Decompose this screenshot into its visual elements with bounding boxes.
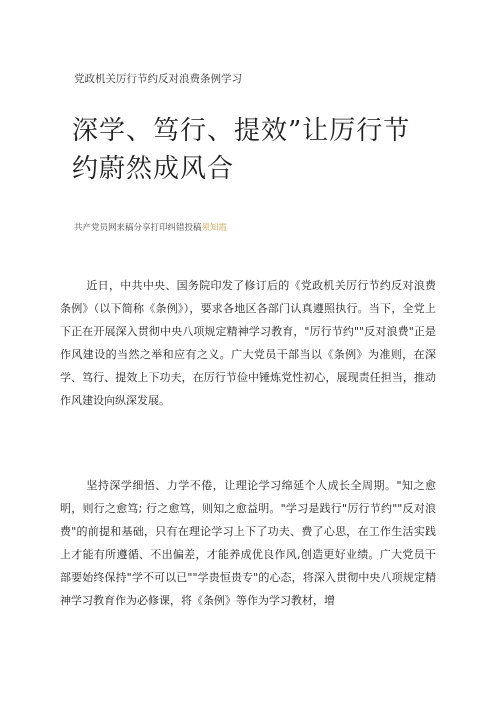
body-paragraph-1: 近日，中共中央、国务院印发了修订后的《党政机关厉行节约反对浪费条例》（以下简称《条例》），要求各地区各部门认真遵照执行。当下，全党上下正在开展深入贯彻中央八项规定精神学习教育，"厉行节约""反对浪费"正是作风建设的当然之举和应有之义。广大党员干部当以《条例》为准则，在深学、笃行、提效上下功夫，在厉行节俭中锤炼党性初心，展现责任担当，推动作风建设向纵深发展。 bbox=[60, 279, 436, 407]
meta-author: 须知霞 bbox=[201, 223, 228, 233]
article-title: 深学、笃行、提效”让厉行节约蔚然成风合 bbox=[72, 116, 411, 184]
section-kicker: 党政机关厉行节约反对浪费条例学习 bbox=[74, 73, 242, 85]
meta-source-actions: 共产党员网来稿分享打印纠错投稿 bbox=[74, 223, 202, 233]
article-meta bbox=[74, 222, 434, 234]
body-paragraph-2: 坚持深学细悟、力学不倦，让理论学习绵延个人成长全周期。"知之愈明，则行之愈笃; 行之愈笃，则知之愈益明。"学习是践行"厉行节约""反对浪费"的前提和基础，只有在理论学习上下了功夫、费了心思，在工作生活实践上才能有所遵循、不出偏差，才能养成优良作风,创造更好业绩。广大党员干部要始终保持"学不可以已""学贵恒贵专"的心态，将深入贯彻中央八项规定精神学习教育作为必修课，将《条例》等作为学习教材，增 bbox=[60, 479, 436, 607]
